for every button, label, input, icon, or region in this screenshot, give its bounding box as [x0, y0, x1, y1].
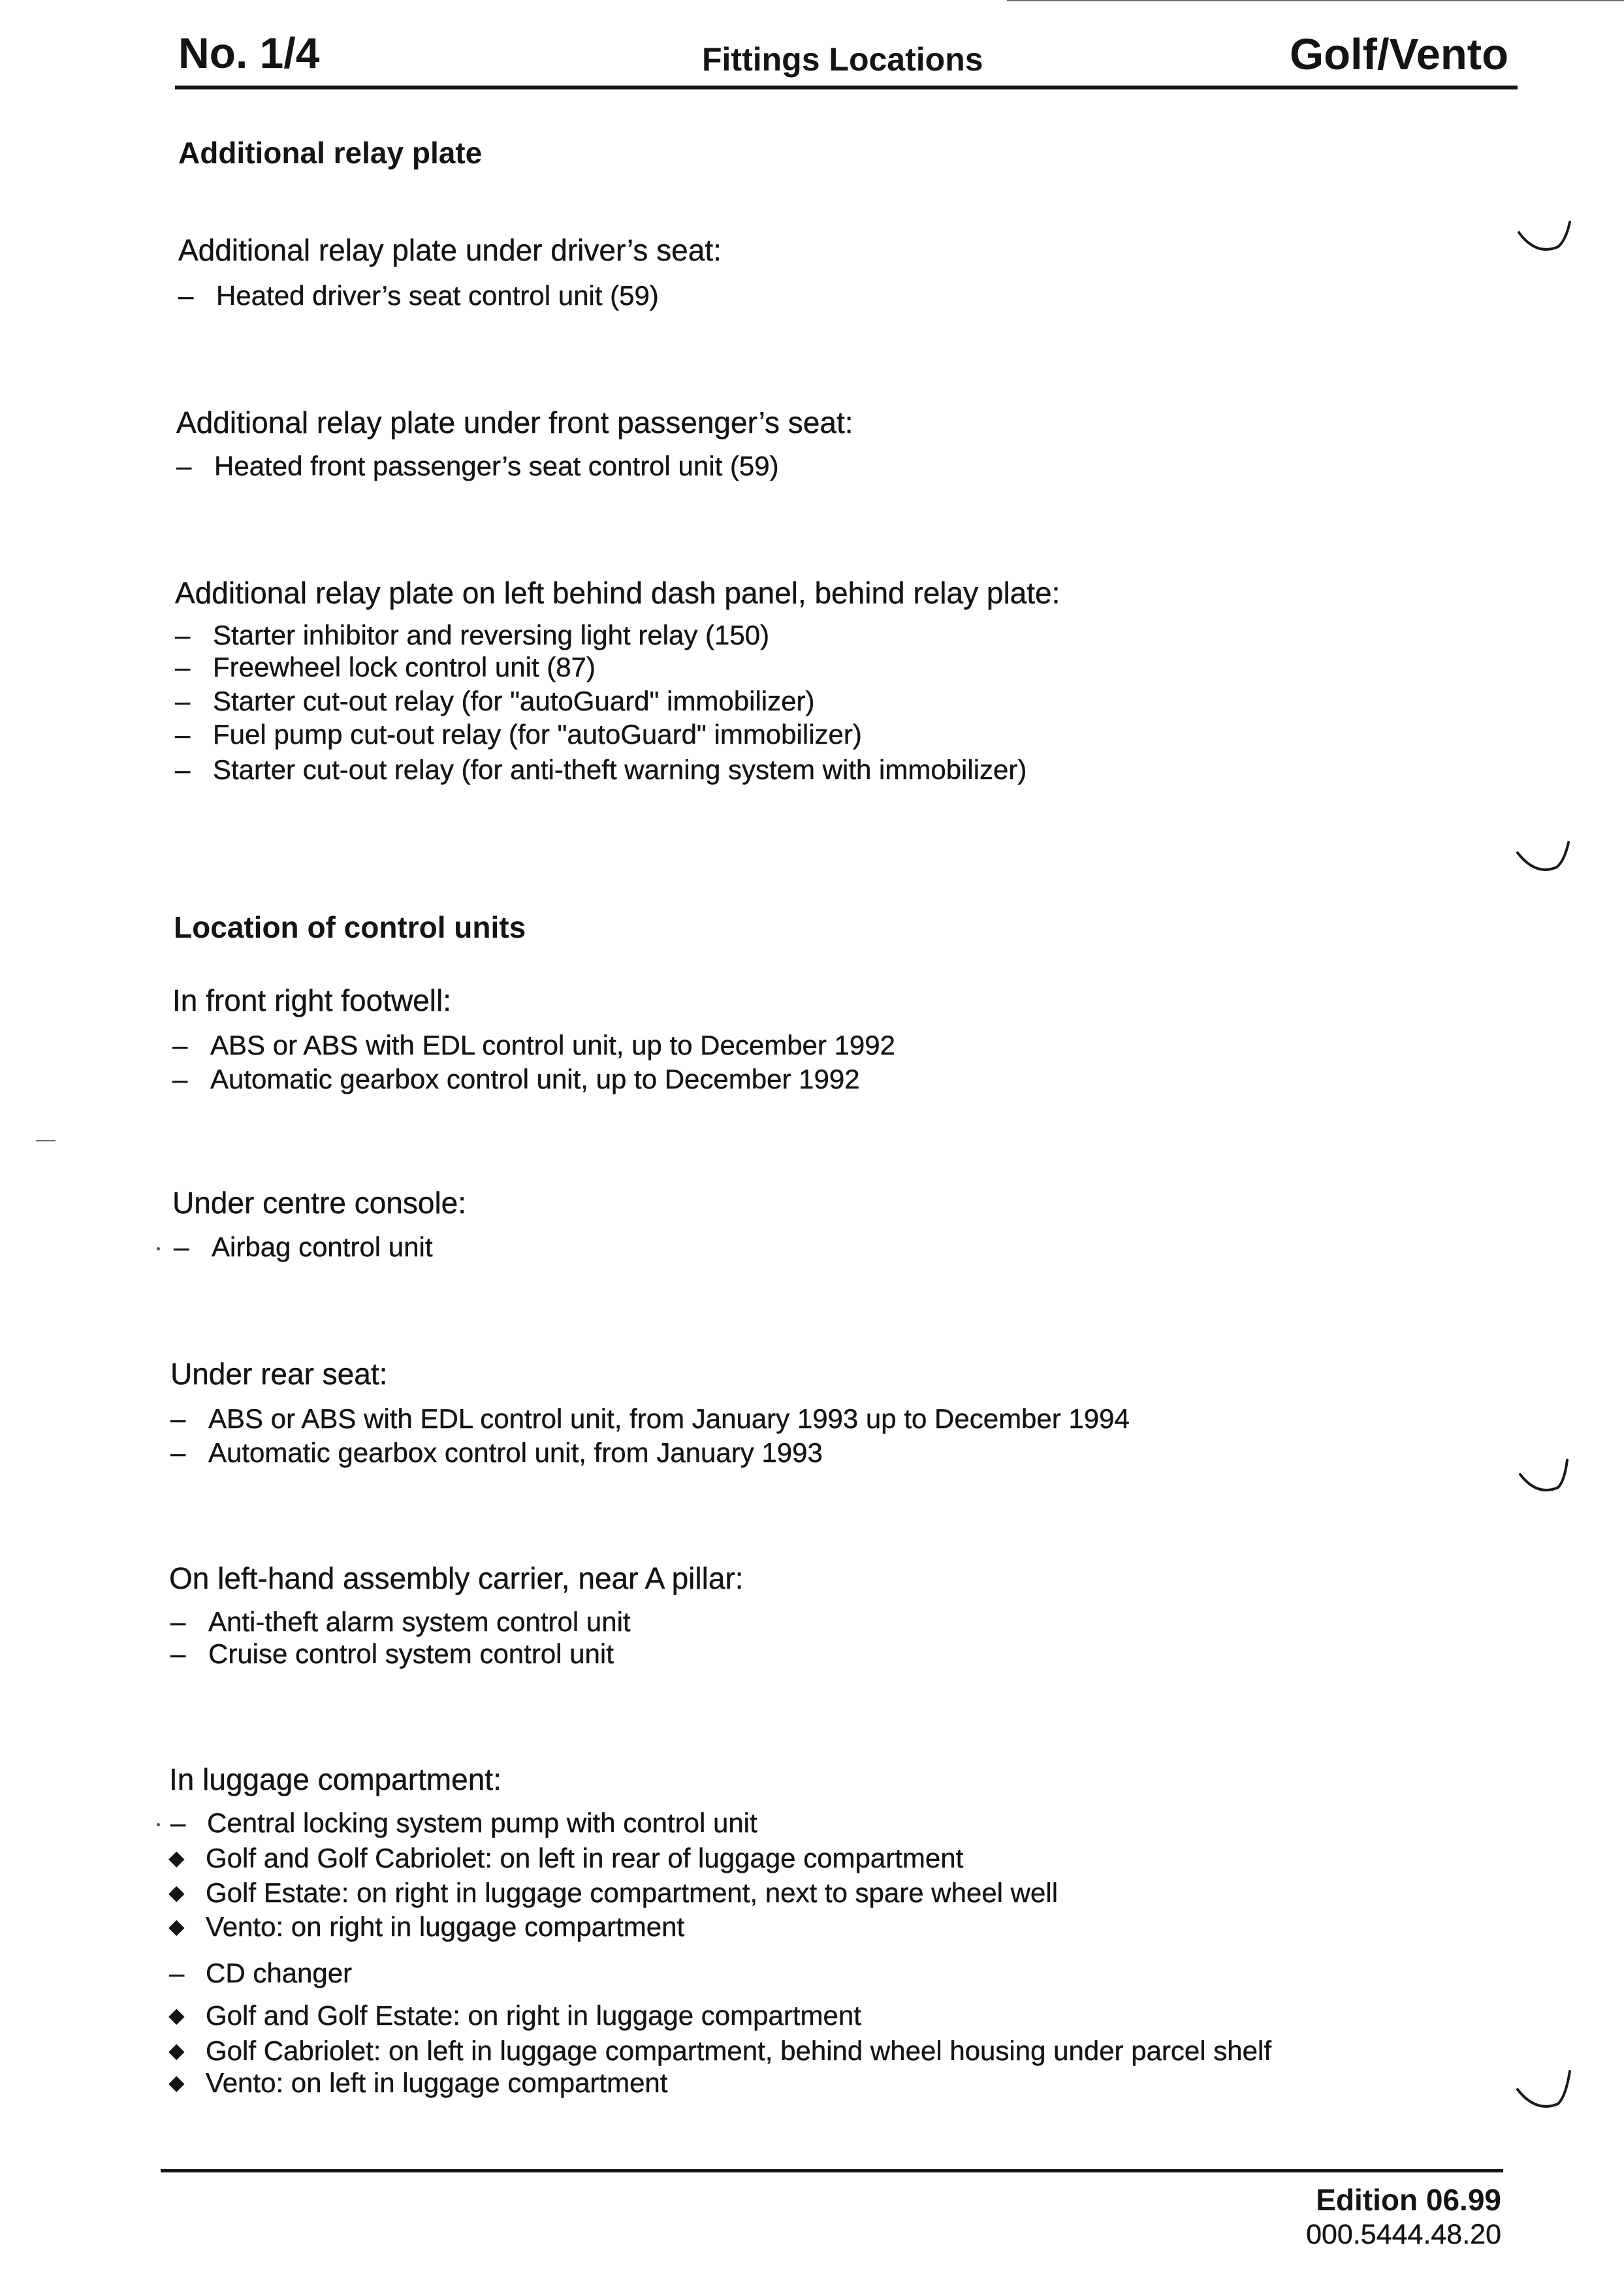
dash-marker: –: [169, 1958, 185, 1988]
list-item-text: Vento: on right in luggage compartment: [206, 1911, 685, 1942]
dash-marker: –: [172, 1030, 188, 1060]
list-item-text: CD changer: [206, 1958, 353, 1988]
group-heading: Additional relay plate under front passenger’s seat:: [176, 405, 853, 439]
list-item-text: ABS or ABS with EDL control unit, up to December 1992: [210, 1030, 895, 1060]
list-item-text: Golf and Golf Cabriolet: on left in rear of luggage compartment: [206, 1843, 964, 1873]
list-item-text: Starter inhibitor and reversing light relay (150): [213, 620, 770, 650]
dash-marker: –: [175, 754, 191, 785]
handwritten-tick-mark-icon: [1519, 222, 1570, 249]
list-item-text: Central locking system pump with control unit: [207, 1807, 757, 1838]
diamond-bullet: ◆: [168, 2003, 185, 2027]
handwritten-tick-mark-icon: [1518, 842, 1568, 870]
group-heading: Additional relay plate under driver’s seat:: [178, 233, 722, 267]
dash-marker: –: [175, 686, 191, 716]
dash-marker: –: [174, 1231, 189, 1262]
list-item-text: Freewheel lock control unit (87): [213, 652, 596, 682]
dash-marker: –: [170, 1606, 186, 1637]
list-item-text: Vento: on left in luggage compartment: [206, 2067, 668, 2098]
list-item-text: Cruise control system control unit: [208, 1638, 614, 1669]
group-heading: In luggage compartment:: [169, 1762, 502, 1796]
header-rule: [175, 86, 1518, 89]
vehicle-model: Golf/Vento: [1290, 30, 1508, 79]
scan-mark: [36, 1140, 56, 1141]
scan-speck: [157, 1247, 160, 1250]
scan-edge-line: [1007, 0, 1624, 1]
document-number: No. 1/4: [178, 29, 320, 77]
group-heading: On left-hand assembly carrier, near A pillar:: [169, 1561, 744, 1595]
document-code: 000.5444.48.20: [1306, 2219, 1501, 2250]
list-item-text: Airbag control unit: [212, 1231, 433, 1262]
edition-label: Edition 06.99: [1316, 2183, 1501, 2217]
list-item-text: ABS or ABS with EDL control unit, from January 1993 up to December 1994: [208, 1403, 1130, 1434]
diamond-bullet: ◆: [168, 1845, 185, 1870]
dash-marker: –: [170, 1638, 186, 1669]
list-item-text: Automatic gearbox control unit, from January 1993: [208, 1437, 823, 1468]
diamond-bullet: ◆: [168, 2038, 185, 2063]
section-heading: Additional relay plate: [178, 136, 483, 170]
page-title: Fittings Locations: [702, 41, 983, 78]
group-heading: Under centre console:: [172, 1186, 467, 1220]
list-item-text: Starter cut-out relay (for "autoGuard" immobilizer): [213, 686, 815, 716]
list-item-text: Golf and Golf Estate: on right in luggage compartment: [206, 2000, 861, 2031]
list-item-text: Starter cut-out relay (for anti-theft warning system with immobilizer): [213, 754, 1027, 785]
dash-marker: –: [170, 1807, 186, 1838]
dash-marker: –: [178, 280, 194, 311]
dash-marker: –: [175, 719, 191, 750]
list-item-text: Golf Estate: on right in luggage compartment, next to spare wheel well: [206, 1877, 1059, 1908]
list-item-text: Fuel pump cut-out relay (for "autoGuard" immobilizer): [213, 719, 862, 750]
handwritten-tick-mark-icon: [1520, 1460, 1567, 1490]
group-heading: Additional relay plate on left behind dash panel, behind relay plate:: [175, 576, 1060, 610]
footer-rule: [161, 2169, 1503, 2172]
dash-marker: –: [175, 652, 191, 682]
dash-marker: –: [175, 620, 191, 650]
dash-marker: –: [172, 1064, 188, 1094]
group-heading: Under rear seat:: [170, 1357, 388, 1391]
list-item-text: Heated driver’s seat control unit (59): [216, 280, 659, 311]
dash-marker: –: [170, 1437, 186, 1468]
diamond-bullet: ◆: [168, 1914, 185, 1939]
dash-marker: –: [170, 1403, 186, 1434]
handwritten-tick-mark-icon: [1518, 2071, 1570, 2106]
group-heading: In front right footwell:: [172, 983, 451, 1017]
dash-marker: –: [176, 451, 192, 481]
list-item-text: Golf Cabriolet: on left in luggage compartment, behind wheel housing under parcel shelf: [206, 2035, 1271, 2066]
list-item-text: Anti-theft alarm system control unit: [208, 1606, 631, 1637]
list-item-text: Heated front passenger’s seat control unit (59): [214, 451, 779, 481]
scan-speck: [157, 1823, 160, 1826]
list-item-text: Automatic gearbox control unit, up to December 1992: [210, 1064, 860, 1094]
diamond-bullet: ◆: [168, 1880, 185, 1905]
section-heading: Location of control units: [174, 910, 526, 944]
diamond-bullet: ◆: [168, 2070, 185, 2095]
